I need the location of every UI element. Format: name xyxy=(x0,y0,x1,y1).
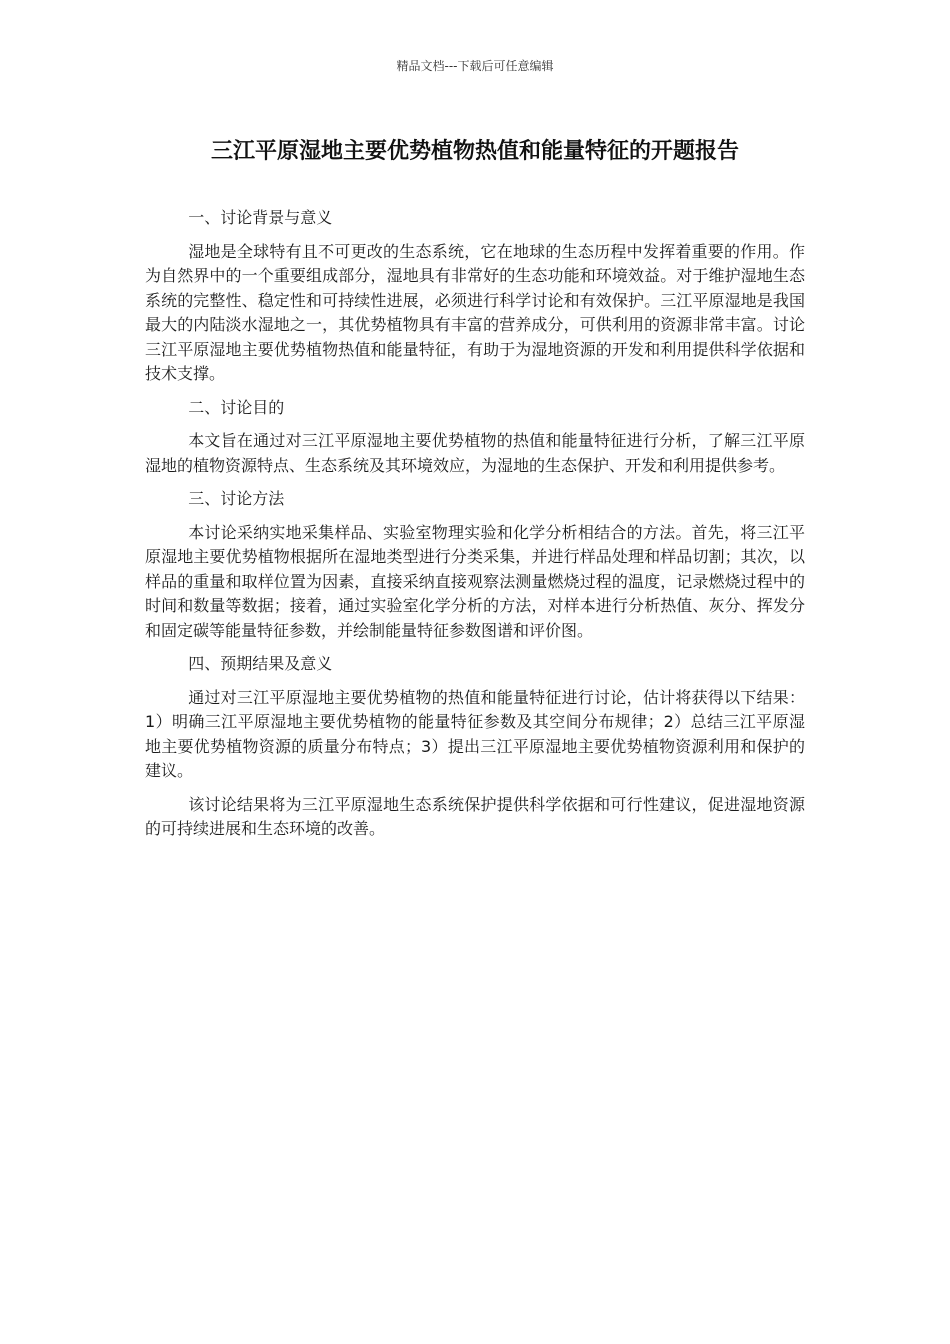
section-heading: 二、讨论目的 xyxy=(188,397,285,417)
section-heading: 三、讨论方法 xyxy=(188,489,285,508)
document-title: 三江平原湿地主要优势植物热值和能量特征的开题报告 xyxy=(210,139,739,164)
paragraph: 本文旨在通过对三江平原湿地主要优势植物的热值和能量特征进行分析，了解三江平原湿地的植物资源特点、生态系统及其环境效应，为湿地的生态保护、开发和利用提供参考。 xyxy=(145,431,805,475)
paragraph: 本讨论采纳实地采集样品、实验室物理实验和化学分析相结合的方法。首先，将三江平原湿地主要优势植物根据所在湿地类型进行分类采集，并进行样品处理和样品切割；其次，以样品的重量和取样位置为因素，直接采纳直接观察法测量燃烧过程的温度，记录燃烧过程中的时间和数量等数据；接着，通过实验室化学分析的方法，对样本进行分析热值、灰分、挥发分和固定碳等能量特征参数，并绘制能量特征参数图谱和评价图。 xyxy=(145,522,805,640)
section-expected-results xyxy=(145,652,805,842)
page-header: 精品文档---下载后可任意编辑 xyxy=(396,59,554,73)
section-purpose xyxy=(145,396,805,479)
section-background xyxy=(145,206,805,387)
paragraph: 该讨论结果将为三江平原湿地生态系统保护提供科学依据和可行性建议，促进湿地资源的可持续进展和生态环境的改善。 xyxy=(145,794,805,838)
section-heading: 四、预期结果及意义 xyxy=(188,654,333,673)
document-body xyxy=(145,206,805,851)
paragraph: 通过对三江平原湿地主要优势植物的热值和能量特征进行讨论，估计将获得以下结果：1）明确三江平原湿地主要优势植物的能量特征参数及其空间分布规律；2）总结三江平原湿地主要优势植物资源的质量分布特点；3）提出三江平原湿地主要优势植物资源利用和保护的建议。 xyxy=(145,687,805,780)
paragraph: 湿地是全球特有且不可更改的生态系统，它在地球的生态历程中发挥着重要的作用。作为自然界中的一个重要组成部分，湿地具有非常好的生态功能和环境效益。对于维护湿地生态系统的完整性、稳定性和可持续性进展，必须进行科学讨论和有效保护。三江平原湿地是我国最大的内陆淡水湿地之一，其优势植物具有丰富的营养成分，可供利用的资源非常丰富。讨论三江平原湿地主要优势植物热值和能量特征，有助于为湿地资源的开发和利用提供科学依据和技术支撑。 xyxy=(145,241,805,383)
section-method xyxy=(145,487,805,643)
section-heading: 一、讨论背景与意义 xyxy=(188,208,333,227)
